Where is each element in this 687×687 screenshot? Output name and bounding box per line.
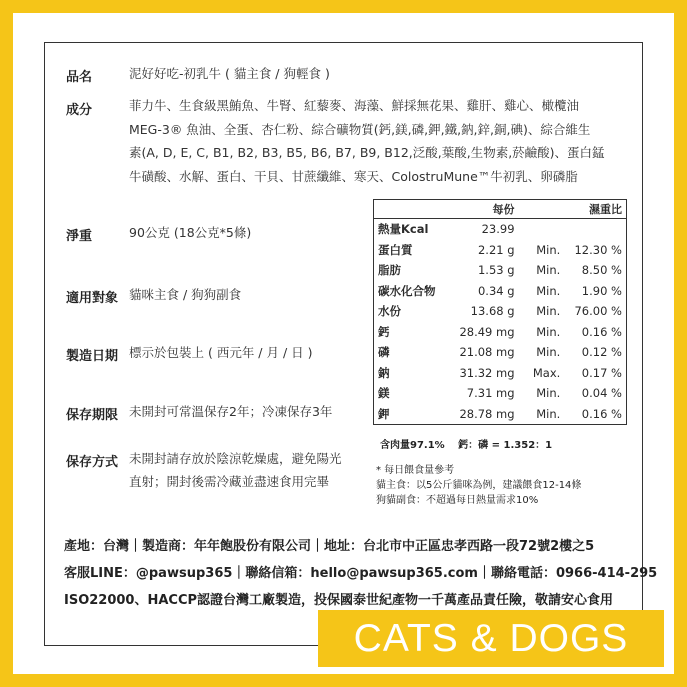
nutrient-percent: 1.90 % (581, 283, 622, 298)
nutrient-percent: 0.04 % (581, 386, 622, 401)
nutrition-row (374, 301, 627, 322)
nutrient-name: 水份 (378, 304, 401, 319)
mfg-date-value: 標示於包裝上 ( 西元年 / 月 / 日 ) (129, 345, 313, 360)
ingredients-line: 素(A, D, E, C, B1, B2, B3, B5, B6, B7, B9, B12,泛酸,葉酸,生物素,菸鹼酸)、蛋白錳 (129, 145, 605, 160)
storage-line: 直射；開封後需冷藏並盡速食用完畢 (129, 474, 330, 489)
meat-ratio: 含肉量97.1% 鈣：磷 = 1.352：1 (380, 440, 553, 451)
nutrition-header-row (374, 200, 627, 219)
nutrient-amount: 7.31 mg (466, 386, 515, 401)
feeding-note: * 每日餵食量參考 (376, 465, 455, 476)
nutrition-row (374, 363, 627, 384)
nutrient-amount: 21.08 mg (459, 345, 515, 360)
nutrient-qualifier: Max. (532, 365, 561, 380)
nutrient-name: 脂肪 (378, 263, 401, 278)
nutrient-qualifier: Min. (536, 283, 561, 298)
nutrition-row (374, 260, 627, 281)
shelf-life-label: 保存期限 (66, 408, 119, 423)
feeding-note: 狗貓副食：不超過每日熱量需求10% (376, 495, 539, 506)
nutrient-name: 蛋白質 (378, 242, 413, 257)
nutrient-amount: 1.53 g (477, 263, 515, 278)
nutrient-name: 熱量Kcal (378, 222, 429, 237)
nutrient-amount: 0.34 g (477, 283, 515, 298)
feeding-note: 貓主食：以5公斤貓咪為例，建議餵食12-14條 (376, 480, 582, 491)
footer-origin: 產地：台灣｜製造商：年年飽股份有限公司｜地址：台北市中正區忠孝西路一段72號2樓之5 (64, 539, 595, 554)
nutrition-row (374, 342, 627, 363)
feeding-notes (376, 463, 581, 508)
ingredients-text (129, 94, 629, 188)
nutrient-percent: 76.00 % (574, 304, 622, 319)
nutrient-qualifier: Min. (536, 242, 561, 257)
target-value: 貓咪主食 / 狗狗副食 (129, 287, 242, 302)
nutrient-name: 碳水化合物 (378, 283, 436, 298)
header-per-serving: 每份 (450, 200, 519, 219)
nutrient-amount: 13.68 g (470, 304, 515, 319)
nutrient-qualifier: Min. (536, 304, 561, 319)
ingredients-line: MEG-3® 魚油、全蛋、杏仁粉、綜合礦物質(鈣,鎂,磷,鉀,鐵,鈉,鋅,銅,碘)、綜合維生 (129, 121, 591, 137)
nutrient-percent (564, 219, 626, 240)
nutrient-amount: 2.21 g (477, 242, 515, 257)
storage-line: 未開封請存放於陰涼乾燥處，避免陽光 (129, 451, 342, 466)
footer-certification: ISO22000、HACCP認證台灣工廠製造，投保國泰世紀產物一千萬產品責任險，敬請安心食用 (64, 593, 614, 608)
nutrient-percent: 8.50 % (581, 263, 622, 278)
nutrient-qualifier: Min. (536, 263, 561, 278)
nutrient-name: 磷 (378, 345, 390, 360)
nutrition-row (374, 281, 627, 302)
header-dry-ratio: 濕重比 (564, 200, 626, 219)
nutrient-percent: 0.12 % (581, 345, 622, 360)
nutrient-qualifier: Min. (536, 345, 561, 360)
nutrition-row (374, 404, 627, 425)
ingredients-line: 菲力牛、生食級黑鮪魚、牛腎、紅藜麥、海藻、鮮採無花果、雞肝、雞心、橄欖油 (129, 98, 580, 113)
ingredients-line: 牛磺酸、水解、蛋白、干貝、甘蔗纖維、寒天、ColostruMune™牛初乳、卵磷脂 (129, 168, 578, 184)
nutrient-name: 鈣 (378, 324, 390, 339)
storage-value (129, 447, 342, 493)
nutrient-amount: 28.78 mg (459, 406, 515, 421)
nutrition-table (373, 199, 627, 425)
storage-label: 保存方式 (66, 455, 119, 470)
nutrient-percent: 0.16 % (581, 406, 622, 421)
nutrient-qualifier: Min. (536, 406, 561, 421)
nutrient-name: 鈉 (378, 365, 390, 380)
net-weight-label: 淨重 (66, 229, 93, 244)
mfg-date-label: 製造日期 (66, 349, 119, 364)
nutrient-name: 鉀 (378, 406, 390, 421)
ingredients-label: 成分 (66, 103, 93, 118)
nutrient-percent: 0.16 % (581, 324, 622, 339)
target-label: 適用對象 (66, 291, 119, 306)
nutrition-row (374, 240, 627, 261)
nutrition-row (374, 322, 627, 343)
nutrient-amount: 31.32 mg (459, 365, 515, 380)
nutrient-name: 鎂 (378, 386, 390, 401)
nutrition-row (374, 383, 627, 404)
footer-contact: 客服LINE：@pawsup365｜聯絡信箱：hello@pawsup365.com｜聯絡電話：0966-414-295 (64, 566, 658, 581)
nutrition-body (374, 219, 627, 425)
nutrient-qualifier: Min. (536, 324, 561, 339)
product-name-value: 泥好好吃-初乳牛 ( 貓主食 / 狗輕食 ) (129, 66, 330, 81)
nutrition-row (374, 219, 627, 240)
nutrient-percent: 12.30 % (574, 242, 622, 257)
net-weight-value: 90公克 (18公克*5條) (129, 225, 252, 240)
nutrient-qualifier (519, 219, 565, 240)
nutrient-qualifier: Min. (536, 386, 561, 401)
shelf-life-value: 未開封可常溫保存2年；冷凍保存3年 (129, 404, 333, 419)
nutrient-percent: 0.17 % (581, 365, 622, 380)
cats-dogs-badge: CATS & DOGS (318, 610, 664, 667)
product-name-label: 品名 (66, 70, 93, 85)
nutrient-amount: 23.99 (481, 222, 515, 237)
nutrient-amount: 28.49 mg (459, 324, 515, 339)
